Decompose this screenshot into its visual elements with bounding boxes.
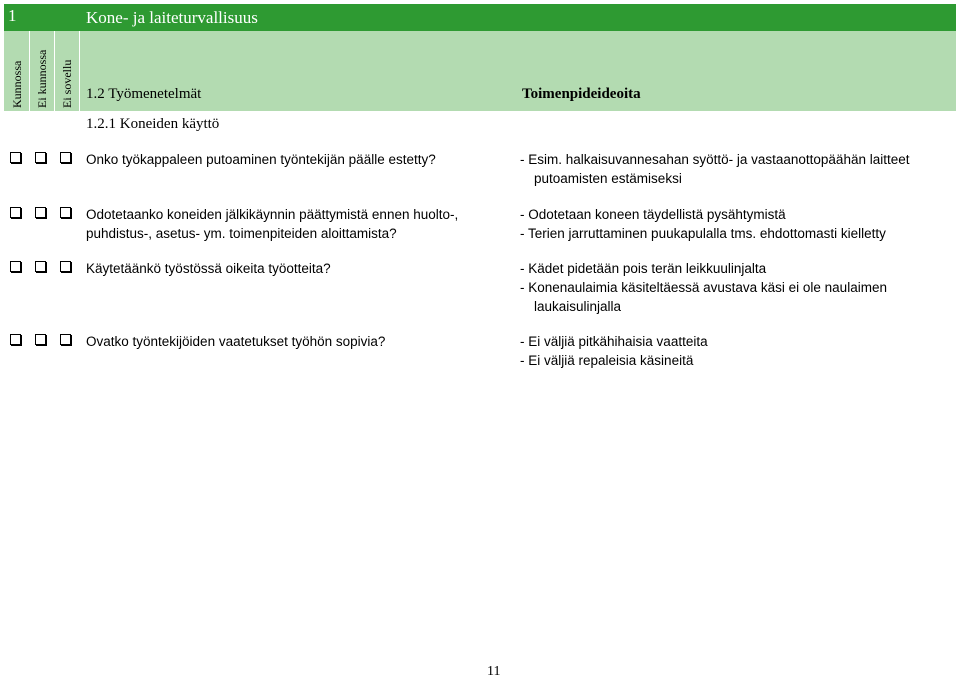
ei-sovellu-checkbox[interactable] [60, 207, 71, 218]
measure-idea: - Kädet pidetään pois terän leikkuulinjalta [520, 261, 767, 276]
ei-kunnossa-checkbox[interactable] [35, 207, 46, 218]
ei-sovellu-checkbox[interactable] [60, 334, 71, 345]
measures-heading: Toimenpideideoita [522, 86, 641, 102]
page-number: 11 [487, 664, 501, 679]
measure-idea: - Odotetaan koneen täydellistä pysähtymistä [520, 207, 786, 222]
measure-ideas [520, 259, 950, 316]
measure-ideas [520, 150, 950, 188]
kunnossa-checkbox[interactable] [10, 207, 21, 218]
kunnossa-checkbox[interactable] [10, 261, 21, 272]
ei-kunnossa-checkbox[interactable] [35, 334, 46, 345]
kunnossa-checkbox[interactable] [10, 334, 21, 345]
ei-kunnossa-checkbox[interactable] [35, 152, 46, 163]
measure-ideas [520, 332, 950, 370]
column-divider [29, 31, 30, 111]
checklist-question: Odotetaanko koneiden jälkikäynnin päättymistä ennen huolto-, puhdistus-, asetus- ym. toimenpiteiden aloittamista? [86, 207, 459, 241]
measure-idea: putoamisten estämiseksi [534, 171, 682, 186]
measure-idea: - Esim. halkaisuvannesahan syöttö- ja vastaanottopäähän laitteet [520, 152, 910, 167]
ei-kunnossa-checkbox[interactable] [35, 261, 46, 272]
column-divider [79, 31, 80, 111]
measure-idea: - Ei väljiä repaleisia käsineitä [520, 353, 694, 368]
kunnossa-checkbox[interactable] [10, 152, 21, 163]
checklist-question: Käytetäänkö työstössä oikeita työotteita? [86, 261, 331, 276]
measure-idea: laukaisulinjalla [534, 299, 622, 314]
column-divider [54, 31, 55, 111]
checklist-question: Ovatko työntekijöiden vaatetukset työhön sopivia? [86, 334, 386, 349]
chapter-title: Kone- ja laiteturvallisuus [86, 8, 258, 27]
measure-idea: - Ei väljiä pitkähihaisia vaatteita [520, 334, 708, 349]
chapter-number: 1 [8, 6, 17, 25]
section-heading: 1.2 Työmenetelmät [86, 86, 202, 102]
column-label-kunnossa: Kunnossa [10, 60, 24, 108]
ei-sovellu-checkbox[interactable] [60, 152, 71, 163]
subsection-heading: 1.2.1 Koneiden käyttö [86, 116, 220, 132]
measure-idea: - Terien jarruttaminen puukapulalla tms. ehdottomasti kielletty [520, 226, 886, 241]
measure-ideas [520, 205, 950, 243]
checklist-question: Onko työkappaleen putoaminen työntekijän päälle estetty? [86, 152, 436, 167]
column-label-ei-kunnossa: Ei kunnossa [35, 49, 49, 108]
ei-sovellu-checkbox[interactable] [60, 261, 71, 272]
column-label-ei-sovellu: Ei sovellu [60, 59, 74, 108]
measure-idea: - Konenaulaimia käsiteltäessä avustava käsi ei ole naulaimen [520, 280, 887, 295]
